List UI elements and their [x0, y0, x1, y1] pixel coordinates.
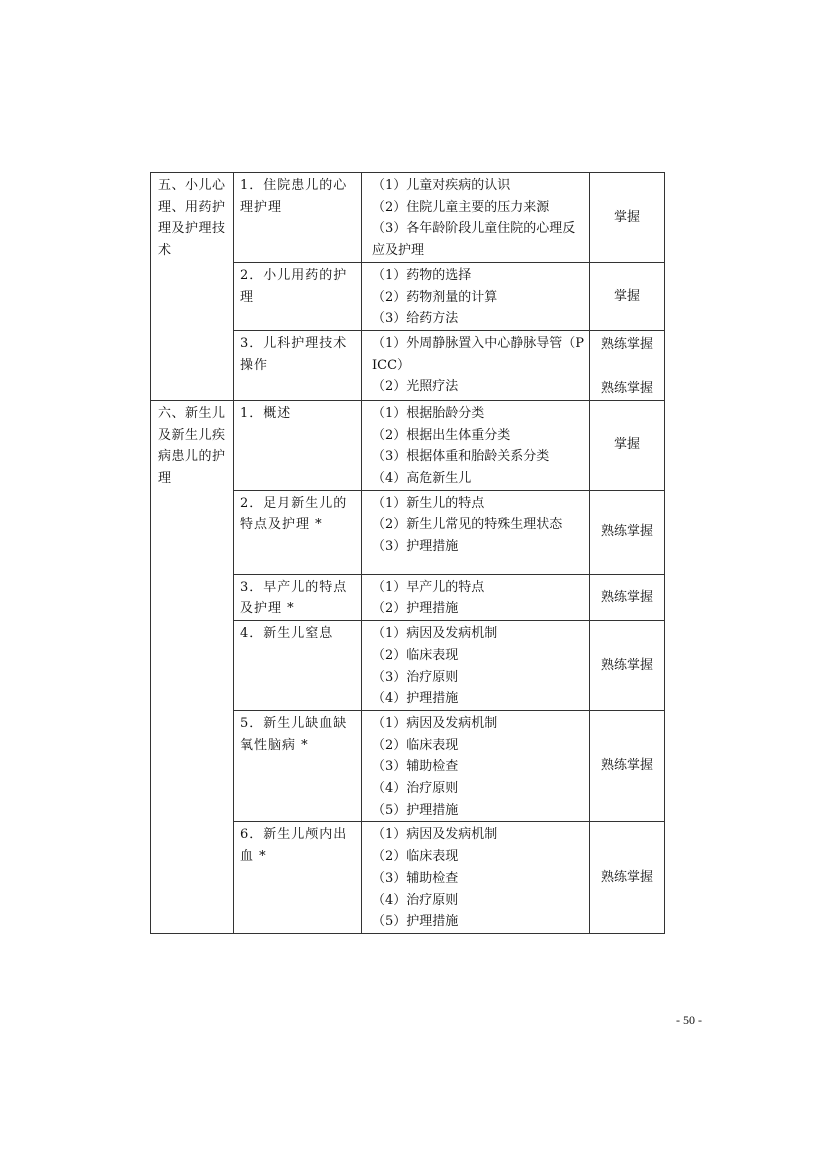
topic-name: 6．新生儿颅内出血 * [234, 822, 362, 934]
requirement-level-cell [590, 330, 665, 400]
content-item: （2）临床表现 [372, 737, 459, 753]
content-item: （1）儿童对疾病的认识 [372, 178, 511, 193]
topic-name: 1．住院患儿的心理护理 [234, 173, 362, 263]
content-item: （2）新生儿常见的特殊生理状态 [372, 517, 563, 533]
topic-content [362, 262, 590, 330]
content-item: （2）临床表现 [372, 647, 459, 663]
content-item: （2）根据出生体重分类 [372, 427, 511, 443]
requirement-level: 熟练掌握 [590, 822, 665, 934]
content-item: （5）护理措施 [372, 914, 459, 930]
requirement-level: 熟练掌握 [600, 380, 653, 396]
topic-content [362, 490, 590, 574]
requirement-level: 掌握 [590, 400, 665, 490]
content-item: （1）药物的选择 [372, 267, 472, 283]
content-item: （3）各年龄阶段儿童住院的心理反应及护理 [372, 221, 576, 259]
topic-name: 2．小儿用药的护理 [234, 262, 362, 330]
topic-content [362, 710, 590, 822]
content-item: （5）护理措施 [372, 802, 459, 818]
topic-name: 3．早产儿的特点及护理 * [234, 574, 362, 620]
content-item: （1）病因及发病机制 [372, 827, 498, 843]
content-item: （1）外周静脉置入中心静脉导管（PICC） [372, 335, 585, 373]
content-item: （4）治疗原则 [372, 892, 459, 908]
content-item: （3）治疗原则 [372, 669, 459, 685]
content-item: （3）辅助检查 [372, 759, 459, 775]
content-item: （2）光照疗法 [372, 379, 459, 395]
syllabus-table [150, 172, 665, 934]
content-item: （1）早产儿的特点 [372, 579, 485, 595]
topic-name: 2．足月新生儿的特点及护理 * [234, 490, 362, 574]
requirement-level: 熟练掌握 [600, 336, 653, 352]
requirement-level: 熟练掌握 [590, 710, 665, 822]
content-item: （4）治疗原则 [372, 781, 459, 797]
table-row [151, 173, 665, 263]
requirement-level: 熟练掌握 [590, 490, 665, 574]
topic-content [362, 822, 590, 934]
content-item: （2）药物剂量的计算 [372, 289, 498, 305]
section-title: 六、新生儿及新生儿疾病患儿的护理 [151, 400, 234, 933]
content-item: （1）根据胎龄分类 [372, 405, 485, 421]
topic-name: 5．新生儿缺血缺氧性脑病 * [234, 710, 362, 822]
requirement-level: 掌握 [590, 173, 665, 263]
content-item: （2）住院儿童主要的压力来源 [372, 199, 550, 215]
content-item: （1）新生儿的特点 [372, 495, 485, 511]
content-item: （4）高危新生儿 [372, 471, 472, 487]
requirement-level: 熟练掌握 [590, 621, 665, 711]
content-item: （3）根据体重和胎龄关系分类 [372, 449, 550, 465]
content-item: （1）病因及发病机制 [372, 626, 498, 642]
topic-name: 3．儿科护理技术操作 [234, 330, 362, 400]
topic-name: 4．新生儿窒息 [234, 621, 362, 711]
content-item: （3）护理措施 [372, 539, 459, 555]
requirement-level: 熟练掌握 [590, 574, 665, 620]
topic-content [362, 400, 590, 490]
topic-content [362, 621, 590, 711]
table-row [151, 400, 665, 490]
topic-content [362, 574, 590, 620]
topic-content [362, 173, 590, 263]
page-number: - 50 - [676, 1013, 702, 1027]
content-item: （2）临床表现 [372, 849, 459, 865]
content-item: （4）护理措施 [372, 691, 459, 707]
content-item: （2）护理措施 [372, 601, 459, 617]
content-item: （1）病因及发病机制 [372, 715, 498, 731]
topic-name: 1．概述 [234, 400, 362, 490]
requirement-level: 掌握 [590, 262, 665, 330]
content-item: （3）给药方法 [372, 311, 459, 327]
topic-content [362, 330, 590, 400]
content-item: （3）辅助检查 [372, 870, 459, 886]
section-title: 五、小儿心理、用药护理及护理技术 [151, 173, 234, 401]
